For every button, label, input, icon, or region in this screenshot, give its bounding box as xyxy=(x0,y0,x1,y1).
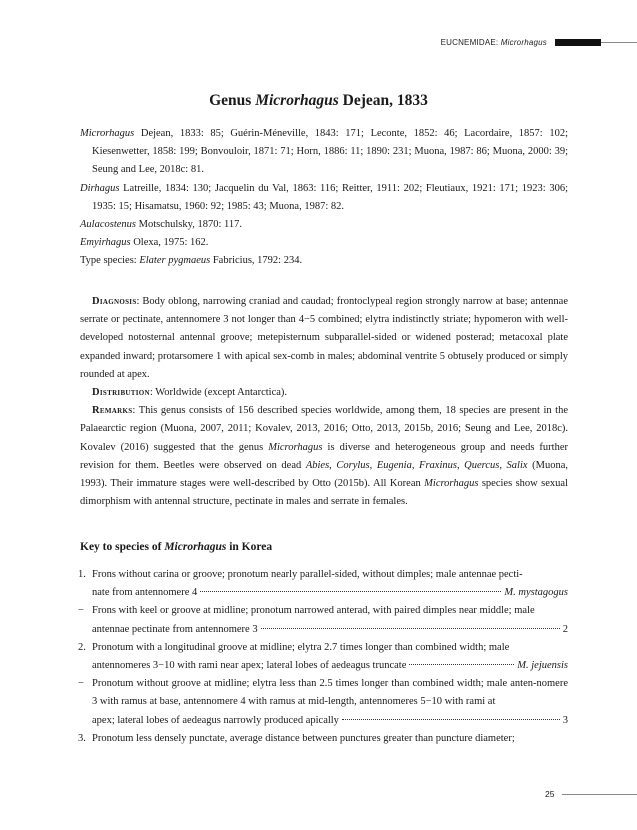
couplet-lead: M. mystagogus xyxy=(504,587,568,599)
couplet-lead-line: apex; lateral lobes of aedeagus narrowly produced apically 3 xyxy=(92,712,568,730)
synonym-entry: Dirhagus Latreille, 1834: 130; Jacquelin du Val, 1863: 116; Reitter, 1911: 202; Fleutiaux, 1921: 171; 1923: 306; 1935: 15; Hisamatsu, 1960: 92; 1985: 43; Muona, 1987: 82. xyxy=(80,182,568,212)
genus-description xyxy=(80,293,568,511)
couplet-text: Pronotum less densely punctate, average distance between punctures greater than puncture diameter; xyxy=(92,732,515,744)
genus-title: Genus Microrhagus Dejean, 1833 xyxy=(209,92,428,109)
couplet-number: 1. xyxy=(78,569,86,580)
couplet-lead: 3 xyxy=(562,714,568,726)
couplet-lead: 2 xyxy=(562,623,568,635)
key-heading: Key to species of Microrhagus in Korea xyxy=(80,541,273,553)
diagnosis-paragraph: Diagnosis: Body oblong, narrowing craniad and caudad; frontoclypeal region strongly narrow at base; antennae serrate or pectinate, antennomere 3 not longer than 4−5 combined; elytra indistinctly striate; hypomeron with well-developed notosternal antennal groove; metepisternum subparallel-sided or widened posterad; metacoxal plate expanded inward; protarsomere 1 with apical sex-comb in males; abdominal ventrite 5 obtusely produced or simply rounded at apex. xyxy=(80,296,568,380)
distribution-paragraph: Distribution: Worldwide (except Antarctica). xyxy=(92,387,288,399)
running-head-text: EUCNEMIDAE: Microrhagus xyxy=(440,37,547,47)
couplet-lead: M. jejuensis xyxy=(517,660,568,672)
leader-dots xyxy=(261,628,560,629)
leader-dots xyxy=(409,664,514,665)
page-number-line xyxy=(562,794,637,795)
remarks-paragraph: Remarks: This genus consists of 156 described species worldwide, among them, 18 species are present in the Palaearctic region (Muona, 2007, 2011; Kovalev, 2013, 2016; Otto, 2013, 2015b, 2016; Seung and Lee, 2018c). Kovalev (2016) suggested that the genus Microrhagus is diverse and heterogeneous group and needs further revision for them. Beetles were observed on dead Abies, Corylus, Eugenia, Fraxinus, Quercus, Salix (Muona, 1993). Their immature stages were well-described by Otto (2015b). All Korean Microrhagus species show sexual dimorphism with antennal structure, pectinate in males and serrate in females. xyxy=(80,405,568,508)
couplet-lead-line: antennomeres 3−10 with rami near apex; lateral lobes of aedeagus truncate M. jejuensis xyxy=(92,657,568,675)
synonym-entry: Microrhagus Dejean, 1833: 85; Guérin-Méneville, 1843: 171; Leconte, 1852: 46; Lacordaire, 1857: 102; Kiesenwetter, 1858: 199; Bonvouloir, 1871: 71; Horn, 1886: 11; 1890: 231; Muona, 1987: 86; Muona, 2000: 39; Seung and Lee, 2018c: 81. xyxy=(80,128,568,176)
running-head xyxy=(441,36,637,48)
couplet-number: 3. xyxy=(78,732,86,744)
couplet-lead-line: antennae pectinate from antennomere 3 2 xyxy=(92,621,568,639)
species-key xyxy=(80,566,568,748)
couplet-text: Frons without carina or groove; pronotum nearly parallel-sided, without dimples; male antennae pecti- xyxy=(92,569,523,580)
key-couplet xyxy=(80,730,568,748)
key-couplet xyxy=(80,602,568,638)
key-couplet xyxy=(80,639,568,675)
couplet-text: Pronotum without groove at midline; elytra less than 2.5 times longer than combined width; male anten-nomere 3 with ramus at base, antennomere 4 with ramus at mid-length, antennomeres 5−10 with rami at xyxy=(92,678,568,708)
couplet-number: − xyxy=(78,678,84,690)
couplet-lead-line: nate from antennomere 4 M. mystagogus xyxy=(92,584,568,602)
type-species: Type species: Elater pygmaeus Fabricius, 1792: 234. xyxy=(80,255,303,267)
couplet-number: 2. xyxy=(78,641,86,653)
synonym-entry: Emyirhagus Olexa, 1975: 162. xyxy=(80,237,209,249)
running-head-line xyxy=(601,42,637,43)
couplet-text: Frons with keel or groove at midline; pronotum narrowed anterad, with paired dimples near middle; male xyxy=(92,605,535,617)
running-head-bar xyxy=(555,39,601,46)
synonym-entry: Aulacostenus Motschulsky, 1870: 117. xyxy=(80,219,242,231)
leader-dots xyxy=(200,591,501,592)
synonymy-list xyxy=(80,125,568,271)
page-number: 25 xyxy=(545,789,637,799)
couplet-number: − xyxy=(78,605,84,617)
key-couplet xyxy=(80,675,568,730)
leader-dots xyxy=(342,719,560,720)
couplet-text: Pronotum with a longitudinal groove at midline; elytra 2.7 times longer than combined width; male xyxy=(92,641,510,653)
key-couplet xyxy=(80,566,568,602)
